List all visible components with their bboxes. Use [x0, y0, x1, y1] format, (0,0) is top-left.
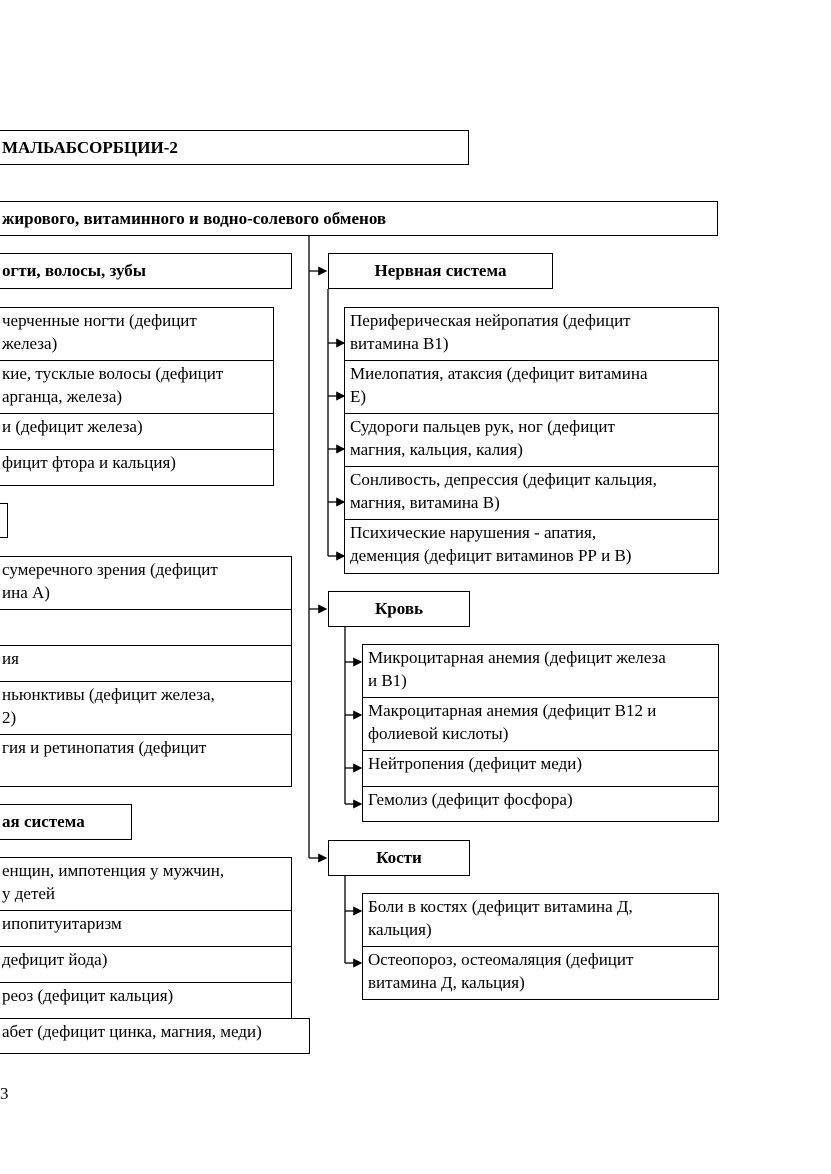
nervous-header: Нервная система — [328, 253, 553, 289]
main-header: жирового, витаминного и водно-солевого обменов — [0, 201, 718, 236]
blood-item: Нейтропения (дефицит меди) — [362, 750, 719, 787]
nails-header: огти, волосы, зубы — [0, 253, 292, 289]
blood-item: Макроцитарная анемия (дефицит В12 и фолиевой кислоты) — [362, 697, 719, 751]
nails-item: фицит фтора и кальция) — [0, 449, 274, 486]
eyes-item — [0, 609, 292, 646]
eyes-item: ия — [0, 645, 292, 682]
blood-item: Гемолиз (дефицит фосфора) — [362, 786, 719, 822]
eyes-item: ньюнктивы (дефицит железа, 2) — [0, 681, 292, 735]
endocrine-header: ая система — [0, 804, 132, 840]
blood-header: Кровь — [328, 591, 470, 627]
nails-item: кие, тусклые волосы (дефицит арганца, железа) — [0, 360, 274, 414]
nervous-item: Миелопатия, атаксия (дефицит витамина Е) — [344, 360, 719, 414]
eyes-item: гия и ретинопатия (дефицит — [0, 734, 292, 787]
nervous-item: Судороги пальцев рук, ног (дефицит магния, кальция, калия) — [344, 413, 719, 467]
endocrine-item: дефицит йода) — [0, 946, 292, 983]
endocrine-item: реоз (дефицит кальция) — [0, 982, 292, 1019]
endocrine-item: енщин, импотенция у мужчин, у детей — [0, 857, 292, 911]
eyes-header — [0, 503, 8, 538]
nervous-item: Психические нарушения - апатия, деменция (дефицит витаминов РР и В) — [344, 519, 719, 574]
eyes-item: сумеречного зрения (дефицит ина А) — [0, 556, 292, 610]
endocrine-item: абет (дефицит цинка, магния, меди) — [0, 1018, 310, 1054]
nervous-item: Периферическая нейропатия (дефицит витамина В1) — [344, 307, 719, 361]
nails-item: черченные ногти (дефицит железа) — [0, 307, 274, 361]
bones-item: Остеопороз, остеомаляция (дефицит витамина Д, кальция) — [362, 946, 719, 1000]
nervous-item: Сонливость, депрессия (дефицит кальция, магния, витамина В) — [344, 466, 719, 520]
blood-item: Микроцитарная анемия (дефицит железа и В1) — [362, 644, 719, 698]
bones-header: Кости — [328, 840, 470, 876]
page-number: 3 — [0, 1084, 9, 1103]
bones-item: Боли в костях (дефицит витамина Д, кальция) — [362, 893, 719, 947]
page-title: МАЛЬАБСОРБЦИИ-2 — [0, 130, 469, 165]
nails-item: и (дефицит железа) — [0, 413, 274, 450]
endocrine-item: ипопитуитаризм — [0, 910, 292, 947]
